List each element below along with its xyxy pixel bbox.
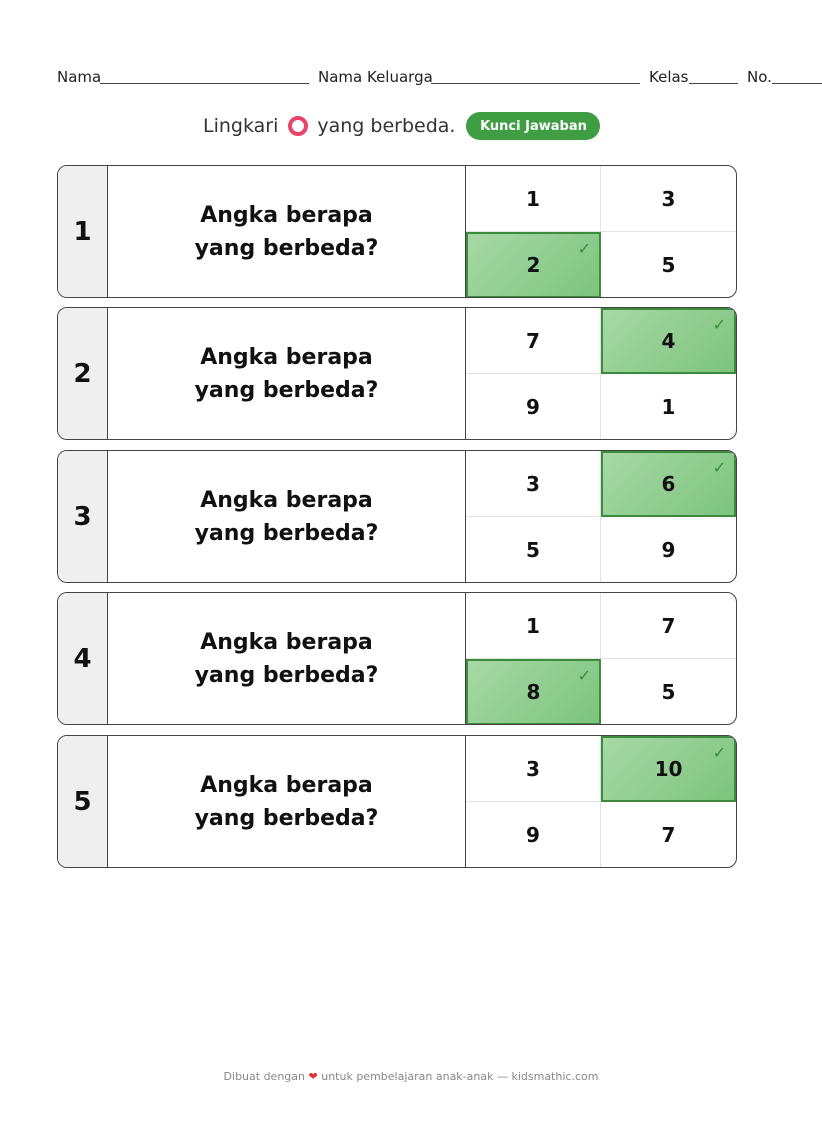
name-field-line[interactable] [100, 83, 309, 84]
instruction-text-before: Lingkari [203, 115, 279, 137]
footer-text-after: untuk pembelajaran anak-anak — kidsmathic.com [321, 1070, 599, 1083]
option-value: 9 [526, 823, 540, 847]
answer-options-grid [466, 736, 736, 867]
option-value: 6 [661, 472, 676, 496]
option-value: 5 [661, 253, 676, 277]
answer-options-grid [466, 593, 736, 724]
option-value: 3 [661, 186, 676, 211]
answer-option[interactable] [466, 593, 601, 659]
answer-option[interactable] [601, 232, 736, 298]
answer-option[interactable] [466, 374, 601, 440]
question-text: Angka berapa yang berbeda? [108, 308, 466, 439]
option-value: 1 [661, 395, 676, 419]
answer-option[interactable] [466, 166, 601, 232]
name-label: Nama [57, 68, 102, 86]
circle-icon [288, 116, 308, 136]
answer-option[interactable] [601, 374, 736, 440]
option-value: 7 [526, 328, 540, 353]
answer-option[interactable] [601, 517, 736, 583]
option-value: 9 [661, 538, 676, 562]
question-text: Angka berapa yang berbeda? [108, 166, 466, 297]
question-card [57, 307, 737, 440]
checkmark-icon: ✓ [712, 743, 726, 762]
answer-option-correct[interactable] [466, 232, 601, 298]
answer-option-correct[interactable] [601, 736, 736, 802]
question-text: Angka berapa yang berbeda? [108, 736, 466, 867]
option-value: 1 [526, 613, 540, 638]
question-number: 4 [58, 593, 108, 724]
question-card [57, 735, 737, 868]
answer-option[interactable] [466, 802, 601, 868]
option-value: 3 [526, 756, 540, 781]
checkmark-icon: ✓ [577, 239, 591, 258]
option-value: 10 [654, 757, 683, 781]
family-name-label: Nama Keluarga [318, 68, 433, 86]
answer-option[interactable] [601, 659, 736, 725]
question-card [57, 450, 737, 583]
answer-option[interactable] [466, 517, 601, 583]
checkmark-icon: ✓ [712, 315, 726, 334]
answer-option[interactable] [601, 593, 736, 659]
question-text: Angka berapa yang berbeda? [108, 593, 466, 724]
answer-option[interactable] [466, 308, 601, 374]
option-value: 5 [526, 538, 540, 562]
number-label: No. [747, 68, 772, 86]
class-field-line[interactable] [689, 83, 738, 84]
heart-icon: ❤ [308, 1070, 318, 1083]
answer-option[interactable] [466, 736, 601, 802]
answer-options-grid [466, 308, 736, 439]
option-value: 7 [661, 823, 676, 847]
answer-option-correct[interactable] [601, 451, 736, 517]
option-value: 1 [526, 186, 540, 211]
option-value: 4 [661, 329, 676, 353]
option-value: 8 [526, 680, 541, 704]
checkmark-icon: ✓ [577, 666, 591, 685]
footer [0, 1070, 822, 1083]
question-card [57, 165, 737, 298]
answer-option[interactable] [601, 802, 736, 868]
answer-key-badge: Kunci Jawaban [466, 112, 600, 140]
option-value: 7 [661, 613, 676, 638]
checkmark-icon: ✓ [712, 458, 726, 477]
question-number: 5 [58, 736, 108, 867]
question-number: 1 [58, 166, 108, 297]
option-value: 9 [526, 395, 540, 419]
option-value: 5 [661, 680, 676, 704]
question-text: Angka berapa yang berbeda? [108, 451, 466, 582]
instruction-text-after: yang berbeda. [317, 115, 456, 137]
student-info-header [57, 68, 822, 88]
question-card [57, 592, 737, 725]
answer-option[interactable] [466, 451, 601, 517]
answer-option[interactable] [601, 166, 736, 232]
class-label: Kelas [649, 68, 689, 86]
footer-text-before: Dibuat dengan [223, 1070, 305, 1083]
answer-options-grid [466, 166, 736, 297]
answer-options-grid [466, 451, 736, 582]
question-number: 3 [58, 451, 108, 582]
question-number: 2 [58, 308, 108, 439]
number-field-line[interactable] [772, 83, 822, 84]
option-value: 2 [526, 253, 541, 277]
instruction [203, 111, 600, 141]
option-value: 3 [526, 471, 540, 496]
answer-option-correct[interactable] [601, 308, 736, 374]
family-name-field-line[interactable] [431, 83, 640, 84]
answer-option-correct[interactable] [466, 659, 601, 725]
